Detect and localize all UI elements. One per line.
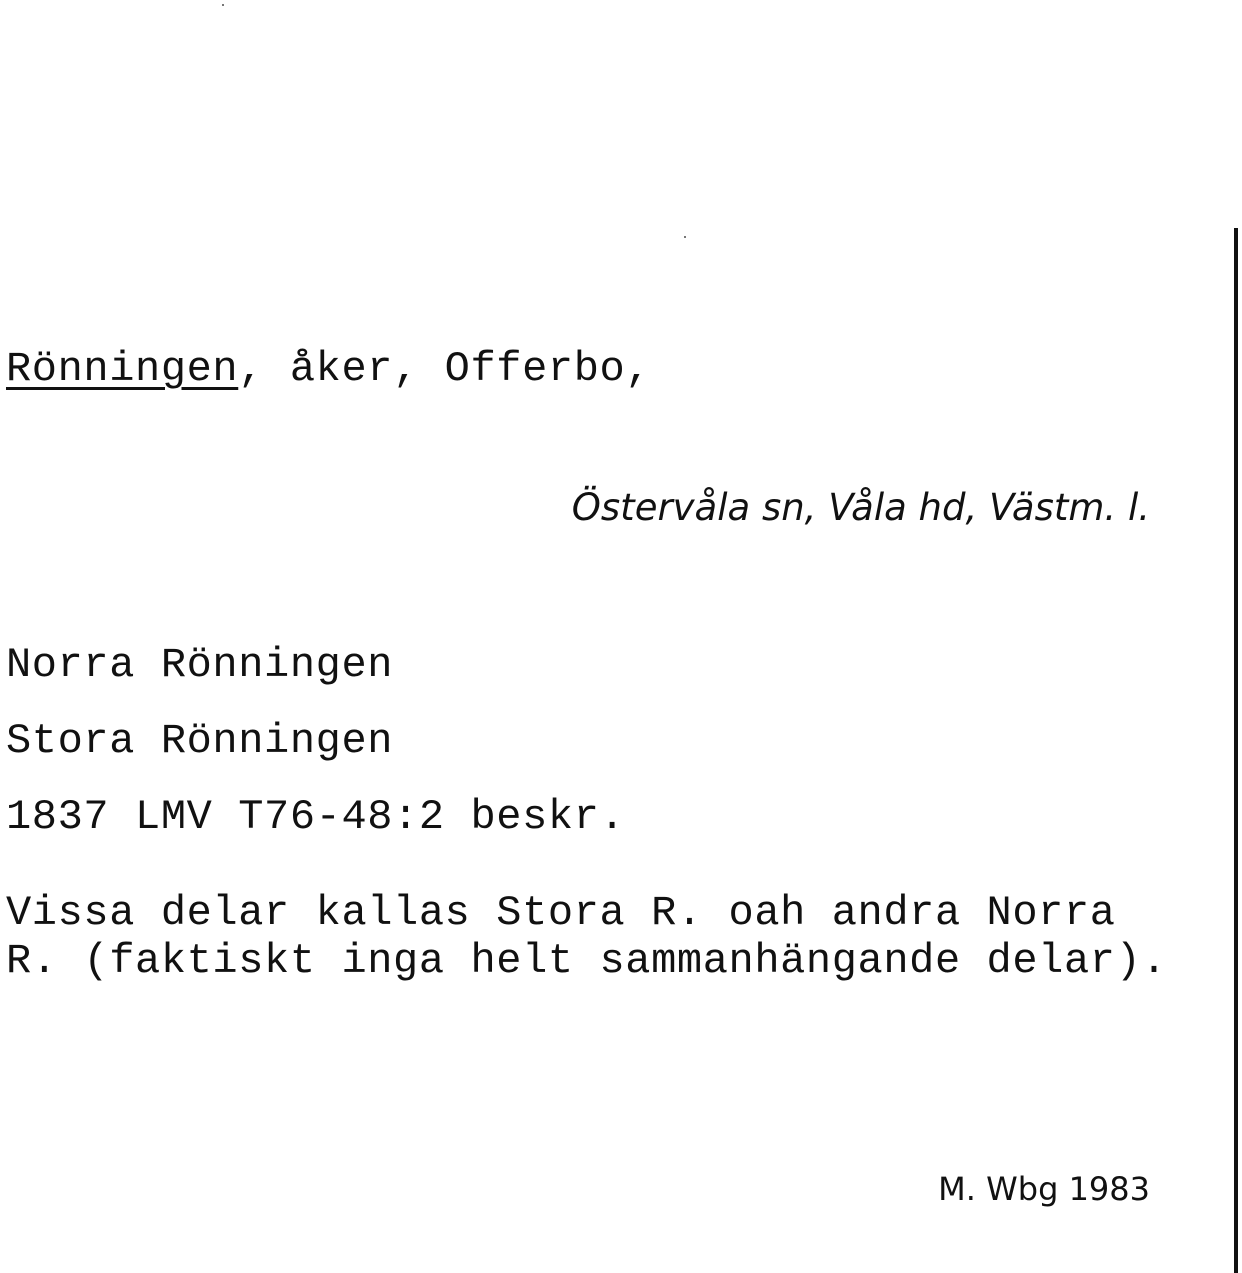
- note-line: Vissa delar kallas Stora R. oah andra Norra: [6, 889, 1116, 937]
- card-edge-line: [1234, 228, 1238, 1273]
- name-variant: Stora Rönningen: [6, 717, 394, 765]
- location-stamp: Östervåla sn, Våla hd, Västm. l.: [571, 486, 1150, 529]
- entry-title-line: [6, 345, 652, 393]
- headword-description: , åker, Offerbo,: [238, 345, 652, 393]
- source-reference: 1837 LMV T76-48:2 beskr.: [6, 793, 626, 841]
- scan-speck: [684, 236, 686, 238]
- headword: Rönningen: [6, 345, 239, 393]
- scan-speck: [222, 4, 224, 6]
- signature-stamp: M. Wbg 1983: [938, 1170, 1150, 1208]
- name-variant: Norra Rönningen: [6, 641, 394, 689]
- note-line: R. (faktiskt inga helt sammanhängande delar).: [6, 937, 1168, 985]
